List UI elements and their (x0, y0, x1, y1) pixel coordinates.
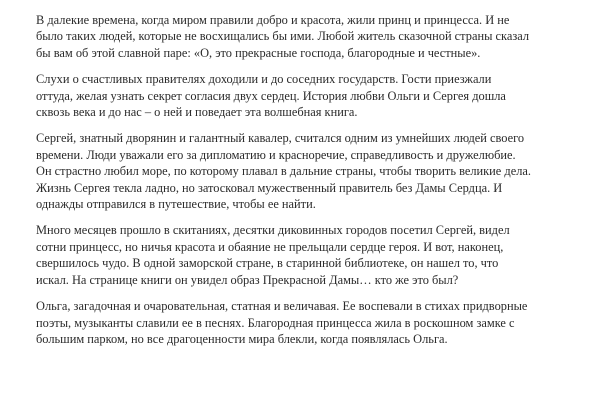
text-line: В далекие времена, когда миром правили добро и красота, жили принц и принцесса. И не (36, 13, 510, 27)
paragraph-4 (36, 222, 564, 288)
text-line: сквозь века и до нас – о ней и поведает эта волшебная книга. (36, 105, 358, 120)
paragraph-2 (36, 71, 564, 120)
text-line: было таких людей, которые не восхищались бы ими. Любой житель сказочной страны сказал (36, 29, 530, 44)
text-line: поэты, музыканты славили ее в песнях. Благородная принцесса жила в роскошном замке с (36, 315, 515, 330)
text-line: Он страстно любил море, по которому плавал в дальние страны, чтобы творить великие дела. (36, 164, 531, 179)
paragraph-1 (36, 12, 564, 61)
text-line: сотни принцесс, но ничья красота и обаяние не прельщали сердце героя. И вот, наконец, (36, 239, 504, 254)
text-line: Слухи о счастливых правителях доходили и до соседних государств. Гости приезжали (36, 72, 492, 87)
text-line: бы вам об этой славной паре: «О, это прекрасные господа, благородные и честные». (36, 45, 481, 60)
text-line: большим парком, но все драгоценности мира блекли, когда появлялась Ольга. (36, 331, 448, 346)
text-line: однажды отправился в путешествие, чтобы ее найти. (36, 197, 316, 212)
text-line: Много месяцев прошло в скитаниях, десятки диковинных городов посетил Сергей, видел (36, 223, 510, 238)
text-line: Ольга, загадочная и очаровательная, статная и величавая. Ее воспевали в стихах придворные (36, 299, 528, 314)
paragraph-5 (36, 298, 564, 347)
text-line: Сергей, знатный дворянин и галантный кавалер, считался одним из умнейших людей своего (36, 131, 525, 146)
text-line: времени. Люди уважали его за дипломатию и красноречие, справедливость и дружелюбие. (36, 147, 516, 162)
text-line: искал. На странице книги он увидел образ Прекрасной Дамы… кто же это был? (36, 272, 459, 287)
text-line: Жизнь Сергея текла ладно, но затосковал мужественный правитель без Дамы Сердца. И (36, 180, 503, 195)
text-line: свершилось чудо. В одной заморской стране, в старинной библиотеке, он нашел то, что (36, 256, 499, 271)
text-line: оттуда, желая узнать секрет согласия двух сердец. История любви Ольги и Сергея дошла (36, 88, 506, 103)
paragraph-3 (36, 130, 564, 212)
